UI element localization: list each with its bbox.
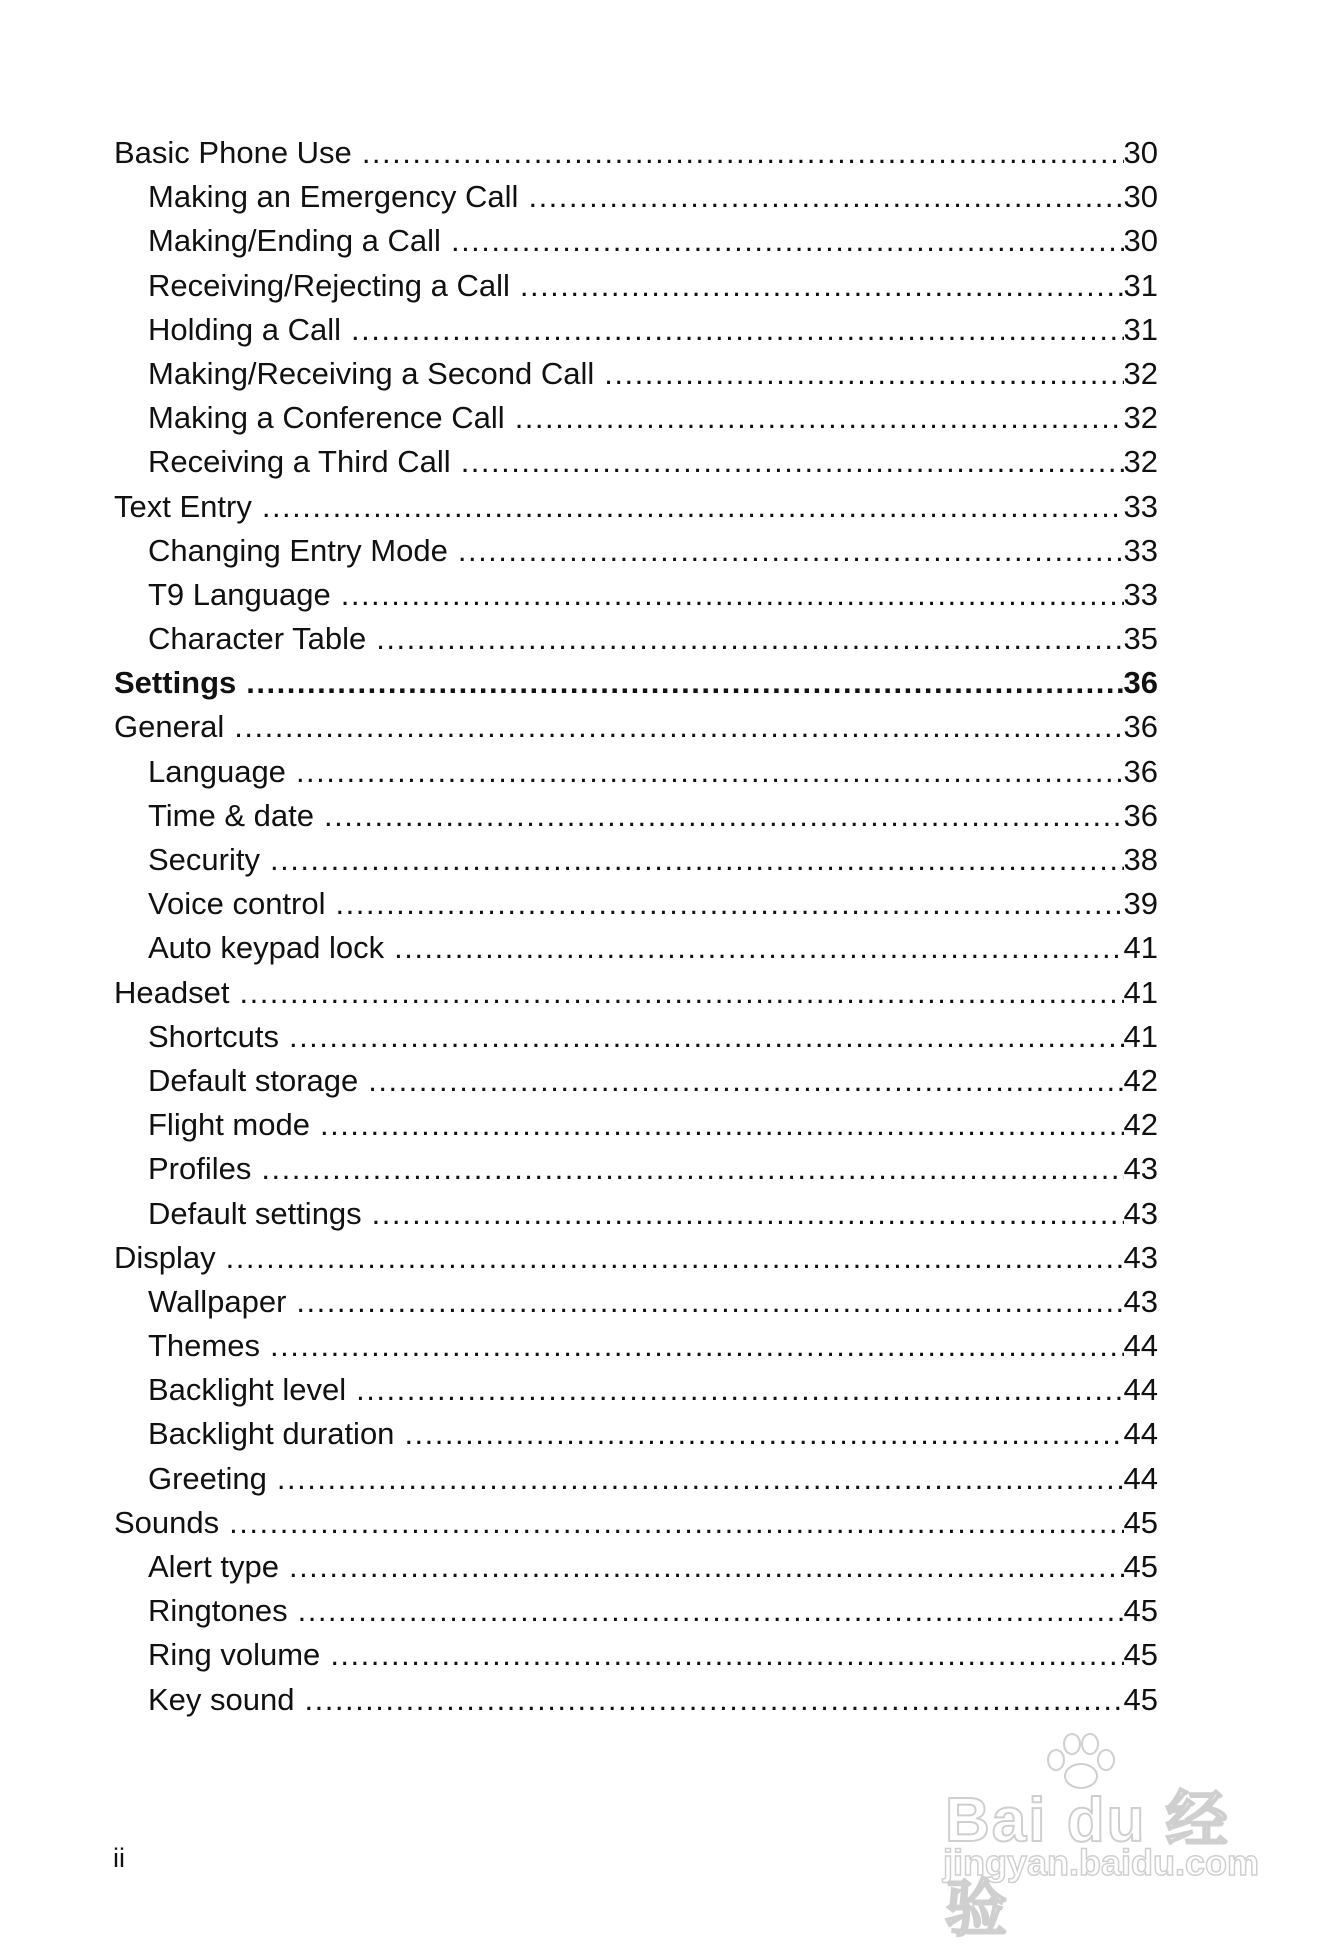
dot-leader xyxy=(261,1147,1123,1191)
toc-entry xyxy=(114,1015,1158,1059)
toc-entry-page: 39 xyxy=(1123,886,1158,922)
toc-entry-page: 32 xyxy=(1123,400,1158,436)
toc-entry-title: Flight mode xyxy=(148,1107,310,1143)
toc-entry xyxy=(114,175,1158,219)
toc-entry-title: Backlight level xyxy=(148,1372,347,1408)
toc-entry-page: 32 xyxy=(1123,355,1158,391)
toc-entry xyxy=(114,396,1158,440)
dot-leader xyxy=(336,882,1124,926)
toc-entry-title: Default storage xyxy=(148,1062,359,1098)
toc-entry xyxy=(114,661,1158,705)
dot-leader xyxy=(277,1457,1124,1501)
page-number: ii xyxy=(113,1843,125,1873)
toc-entry xyxy=(114,1633,1158,1677)
toc-entry xyxy=(114,750,1158,794)
toc-entry-page: 36 xyxy=(1123,665,1158,701)
dot-leader xyxy=(246,661,1123,705)
toc-entry-page: 42 xyxy=(1123,1062,1158,1098)
toc-entry xyxy=(114,1501,1158,1545)
dot-leader xyxy=(528,175,1123,219)
dot-leader xyxy=(368,1059,1123,1103)
toc-entry xyxy=(114,1457,1158,1501)
toc-entry xyxy=(114,485,1158,529)
dot-leader xyxy=(451,219,1124,263)
toc-entry-title: Receiving/Rejecting a Call xyxy=(148,267,510,303)
baidu-watermark xyxy=(940,1730,1260,1944)
toc-entry-page: 35 xyxy=(1123,621,1158,657)
dot-leader xyxy=(324,794,1124,838)
dot-leader xyxy=(289,1545,1124,1589)
toc-entry-title: Greeting xyxy=(148,1460,267,1496)
dot-leader xyxy=(356,1368,1123,1412)
dot-leader xyxy=(289,1015,1124,1059)
toc-entry xyxy=(114,264,1158,308)
toc-entry xyxy=(114,131,1158,175)
toc-entry-title: Basic Phone Use xyxy=(114,135,352,170)
toc-entry xyxy=(114,308,1158,352)
toc-entry-page: 41 xyxy=(1123,1018,1158,1054)
toc-entry-title: Ringtones xyxy=(148,1593,288,1629)
toc-entry-title: Security xyxy=(148,842,260,877)
toc-entry-title: Character Table xyxy=(148,621,367,657)
dot-leader xyxy=(226,1236,1124,1280)
toc-entry-page: 30 xyxy=(1123,179,1158,215)
toc-entry-title: Ring volume xyxy=(148,1637,321,1673)
watermark-url: jingyan.baidu.com xyxy=(943,1842,1260,1883)
toc-entry-page: 31 xyxy=(1123,267,1158,303)
dot-leader xyxy=(330,1633,1123,1677)
toc-entry-title: Profiles xyxy=(148,1151,252,1187)
toc-entry xyxy=(114,794,1158,838)
toc-entry xyxy=(114,529,1158,573)
toc-entry xyxy=(114,440,1158,484)
toc-entry-page: 33 xyxy=(1123,576,1158,612)
toc-entry-page: 36 xyxy=(1123,753,1158,789)
toc-entry-title: Language xyxy=(148,753,286,789)
dot-leader xyxy=(515,396,1124,440)
toc-entry-page: 44 xyxy=(1123,1416,1158,1452)
toc-entry xyxy=(114,1192,1158,1236)
toc-entry-title: General xyxy=(114,709,225,745)
toc-entry-page: 30 xyxy=(1123,223,1158,259)
toc-entry-title: Making an Emergency Call xyxy=(148,179,519,215)
toc-entry-title: Alert type xyxy=(148,1549,279,1584)
dot-leader xyxy=(341,573,1124,617)
dot-leader xyxy=(320,1103,1124,1147)
toc-entry-page: 43 xyxy=(1123,1151,1158,1187)
toc-entry-title: Shortcuts xyxy=(148,1018,279,1054)
toc-entry-title: Holding a Call xyxy=(148,311,341,347)
toc-entry-title: Sounds xyxy=(114,1504,220,1540)
toc-entry-title: Headset xyxy=(114,974,230,1010)
toc-entry-page: 45 xyxy=(1123,1637,1158,1673)
toc-entry-page: 42 xyxy=(1123,1107,1158,1143)
toc-entry xyxy=(114,1545,1158,1589)
toc-entry-page: 30 xyxy=(1123,135,1158,170)
dot-leader xyxy=(604,352,1123,396)
toc-entry-title: Making/Ending a Call xyxy=(148,223,441,259)
toc-entry xyxy=(114,1059,1158,1103)
dot-leader xyxy=(296,750,1124,794)
toc-entry-title: Receiving a Third Call xyxy=(148,444,451,480)
toc-entry-title: Making a Conference Call xyxy=(148,400,505,436)
dot-leader xyxy=(305,1678,1124,1722)
dot-leader xyxy=(458,529,1124,573)
toc-entry-title: Key sound xyxy=(148,1681,295,1717)
toc-entry xyxy=(114,1412,1158,1456)
toc-entry-title: Time & date xyxy=(148,797,314,833)
toc-entry-page: 45 xyxy=(1123,1593,1158,1629)
toc-entry-title: Display xyxy=(114,1239,216,1275)
toc-entry-page: 38 xyxy=(1123,842,1158,877)
toc-entry xyxy=(114,1678,1158,1722)
toc-entry xyxy=(114,926,1158,970)
toc-entry-page: 43 xyxy=(1123,1239,1158,1275)
toc-entry-title: Changing Entry Mode xyxy=(148,532,448,568)
toc-entry xyxy=(114,352,1158,396)
dot-leader xyxy=(394,926,1123,970)
toc-entry xyxy=(114,617,1158,661)
toc-entry-page: 33 xyxy=(1123,488,1158,524)
toc-entry-title: Making/Receiving a Second Call xyxy=(148,355,595,391)
dot-leader xyxy=(296,1280,1123,1324)
dot-leader xyxy=(262,485,1124,529)
toc-entry xyxy=(114,838,1158,882)
toc-entry-page: 36 xyxy=(1123,709,1158,745)
toc-entry xyxy=(114,1324,1158,1368)
toc-entry-page: 43 xyxy=(1123,1283,1158,1319)
dot-leader xyxy=(362,131,1124,175)
toc-entry-page: 45 xyxy=(1123,1681,1158,1717)
dot-leader xyxy=(351,308,1124,352)
toc-entry-title: Text Entry xyxy=(114,488,252,524)
toc-entry xyxy=(114,1147,1158,1191)
toc-entry xyxy=(114,1368,1158,1412)
toc-entry-title: Default settings xyxy=(148,1195,362,1231)
dot-leader xyxy=(298,1589,1124,1633)
dot-leader xyxy=(239,971,1123,1015)
toc-entry-title: Settings xyxy=(114,665,237,701)
toc-entry-page: 44 xyxy=(1123,1328,1158,1364)
toc-entry-page: 44 xyxy=(1123,1460,1158,1496)
toc-entry-page: 36 xyxy=(1123,797,1158,833)
dot-leader xyxy=(234,705,1123,749)
toc-entry-title: Voice control xyxy=(148,886,326,922)
toc-entry-page: 31 xyxy=(1123,311,1158,347)
toc-entry-page: 32 xyxy=(1123,444,1158,480)
dot-leader xyxy=(376,617,1123,661)
toc-entry-title: Backlight duration xyxy=(148,1416,395,1452)
toc-entry-page: 45 xyxy=(1123,1549,1158,1584)
toc-entry xyxy=(114,882,1158,926)
toc-entry xyxy=(114,705,1158,749)
table-of-contents xyxy=(114,131,1158,1722)
toc-entry xyxy=(114,573,1158,617)
toc-entry xyxy=(114,219,1158,263)
toc-entry-page: 33 xyxy=(1123,532,1158,568)
dot-leader xyxy=(372,1192,1124,1236)
toc-entry-page: 44 xyxy=(1123,1372,1158,1408)
dot-leader xyxy=(270,1324,1124,1368)
toc-entry xyxy=(114,971,1158,1015)
toc-entry-page: 41 xyxy=(1123,930,1158,966)
toc-entry-page: 43 xyxy=(1123,1195,1158,1231)
toc-entry-title: Auto keypad lock xyxy=(148,930,385,966)
toc-entry xyxy=(114,1103,1158,1147)
toc-entry-title: T9 Language xyxy=(148,576,331,612)
toc-entry xyxy=(114,1589,1158,1633)
toc-entry-page: 45 xyxy=(1123,1504,1158,1540)
dot-leader xyxy=(229,1501,1123,1545)
dot-leader xyxy=(520,264,1124,308)
toc-entry xyxy=(114,1280,1158,1324)
watermark-brand: Bai du 经验 xyxy=(945,1786,1230,1944)
toc-entry xyxy=(114,1236,1158,1280)
toc-entry-title: Wallpaper xyxy=(148,1283,287,1319)
toc-entry-page: 41 xyxy=(1123,974,1158,1010)
dot-leader xyxy=(270,838,1124,882)
dot-leader xyxy=(461,440,1124,484)
toc-entry-title: Themes xyxy=(148,1328,260,1364)
dot-leader xyxy=(404,1412,1123,1456)
